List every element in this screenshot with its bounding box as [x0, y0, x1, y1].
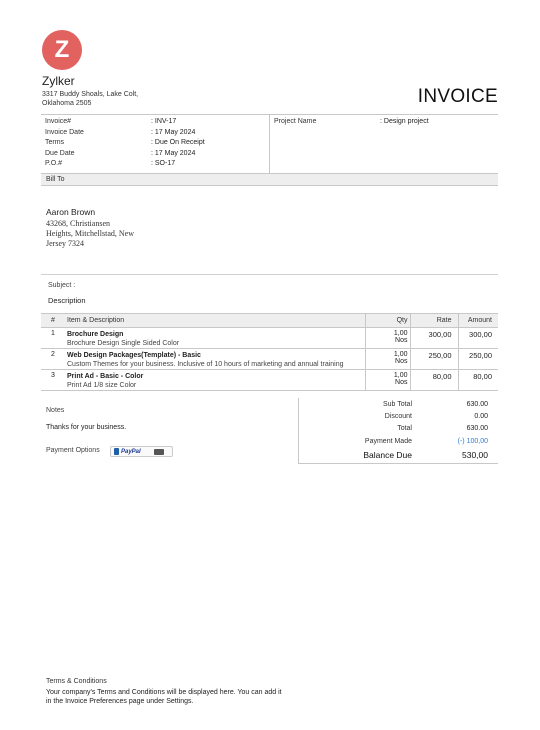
client-name: Aaron Brown: [46, 207, 96, 217]
item-qty-cell: [365, 370, 410, 391]
item-qty-cell: [365, 328, 410, 349]
meta-key: Terms: [45, 139, 65, 147]
col-rate: Rate: [410, 314, 458, 328]
meta-row-invoice: [41, 117, 269, 128]
item-name: Web Design Packages(Template) - Basic: [67, 352, 201, 359]
item-desc: Brochure Design Single Sided Color: [67, 340, 180, 347]
item-unit: Nos: [395, 358, 408, 365]
meta-row-terms: [41, 138, 269, 149]
total-label: Total: [397, 425, 412, 433]
item-desc-cell: [65, 328, 365, 349]
item-desc: Custom Themes for your business. Inclusive of 10 hours of marketing and annual training: [67, 361, 344, 368]
item-unit: Nos: [395, 337, 408, 344]
meta-left: [41, 115, 270, 173]
item-desc: Print Ad 1/8 size Color: [67, 382, 137, 389]
divider: [41, 274, 498, 275]
col-amount: Amount: [458, 314, 498, 328]
discount-label: Discount: [384, 413, 412, 421]
meta-row-project: [270, 117, 498, 128]
terms-text: Your company's Terms and Conditions will be displayed here. You can add it in the Invoice Preferences page under Settings.: [46, 689, 282, 705]
meta-key: Invoice#: [45, 118, 72, 125]
logo-letter: Z: [54, 36, 70, 63]
payment-options-label: Payment Options: [46, 447, 100, 454]
item-amount: 80,00: [458, 370, 498, 391]
table-row: [41, 349, 498, 370]
company-logo: [42, 30, 82, 70]
item-rate: 250,00: [410, 349, 458, 370]
bill-to-header: Bill To: [41, 173, 498, 186]
items-table: [41, 313, 498, 391]
meta-right: [270, 115, 498, 173]
meta-value: : Design project: [380, 118, 429, 125]
meta-row-date: [41, 128, 269, 139]
meta-row-due: [41, 149, 269, 160]
table-row: [41, 370, 498, 391]
paypal-icon: [114, 448, 119, 455]
item-rate: 80,00: [410, 370, 458, 391]
col-desc: Item & Description: [65, 314, 365, 328]
balance-due-row: [299, 448, 498, 462]
meta-value: : Due On Receipt: [151, 139, 205, 147]
client-address: 43268, Christiansen Heights, Mitchellstad, New Jersey 7324: [46, 219, 134, 248]
item-unit: Nos: [395, 379, 408, 386]
invoice-meta: [41, 114, 498, 173]
item-rate: 300,00: [410, 328, 458, 349]
item-qty: 1,00: [393, 351, 408, 358]
total-value: 630.00: [466, 425, 488, 433]
paypal-badge[interactable]: [110, 446, 173, 457]
card-icon: [154, 449, 164, 455]
payment-made-value: (-) 100,00: [457, 437, 488, 445]
company-name: Zylker: [42, 74, 75, 88]
meta-value: : SO-17: [151, 160, 176, 168]
payment-made-row: [299, 435, 498, 447]
total-row: [299, 423, 498, 435]
item-desc-cell: [65, 349, 365, 370]
subtotal-value: 630.00: [466, 400, 488, 408]
company-address: 3317 Buddy Shoals, Lake Colt, Oklahoma 2505: [42, 91, 139, 107]
items-header-row: [41, 314, 498, 328]
col-num: #: [41, 314, 65, 328]
item-amount: 300,00: [458, 328, 498, 349]
item-amount: 250,00: [458, 349, 498, 370]
item-num: 2: [41, 349, 65, 370]
totals-box: [298, 398, 498, 464]
discount-row: [299, 410, 498, 422]
notes-label: Notes: [46, 407, 65, 414]
meta-value: : 17 May 2024: [151, 149, 196, 157]
terms-title: Terms & Conditions: [46, 678, 107, 685]
meta-key: Due Date: [45, 149, 75, 157]
balance-due-value: 530,00: [462, 449, 488, 460]
item-qty: 1,00: [393, 372, 408, 379]
item-qty-cell: [365, 349, 410, 370]
document-title: INVOICE: [417, 86, 498, 107]
item-desc-cell: [65, 370, 365, 391]
item-num: 1: [41, 328, 65, 349]
meta-row-po: [41, 159, 269, 170]
item-name: Print Ad - Basic - Color: [67, 373, 144, 380]
payment-made-label: Payment Made: [364, 437, 412, 445]
balance-due-label: Balance Due: [363, 449, 412, 460]
col-qty: Qty: [365, 314, 410, 328]
item-qty: 1,00: [393, 330, 408, 337]
subject-label: Subject :: [48, 282, 76, 289]
notes-text: Thanks for your business.: [46, 424, 127, 431]
paypal-text: PayPal: [121, 448, 141, 455]
item-name: Brochure Design: [67, 331, 124, 338]
subtotal-row: [299, 398, 498, 410]
description-label: Description: [48, 296, 86, 305]
item-num: 3: [41, 370, 65, 391]
meta-value: : INV-17: [151, 118, 177, 125]
meta-key: Project Name: [274, 118, 317, 125]
table-row: [41, 328, 498, 349]
meta-key: Invoice Date: [45, 128, 84, 136]
subtotal-label: Sub Total: [382, 400, 412, 408]
discount-value: 0.00: [474, 413, 488, 421]
meta-key: P.O.#: [45, 160, 62, 168]
meta-value: : 17 May 2024: [151, 128, 196, 136]
